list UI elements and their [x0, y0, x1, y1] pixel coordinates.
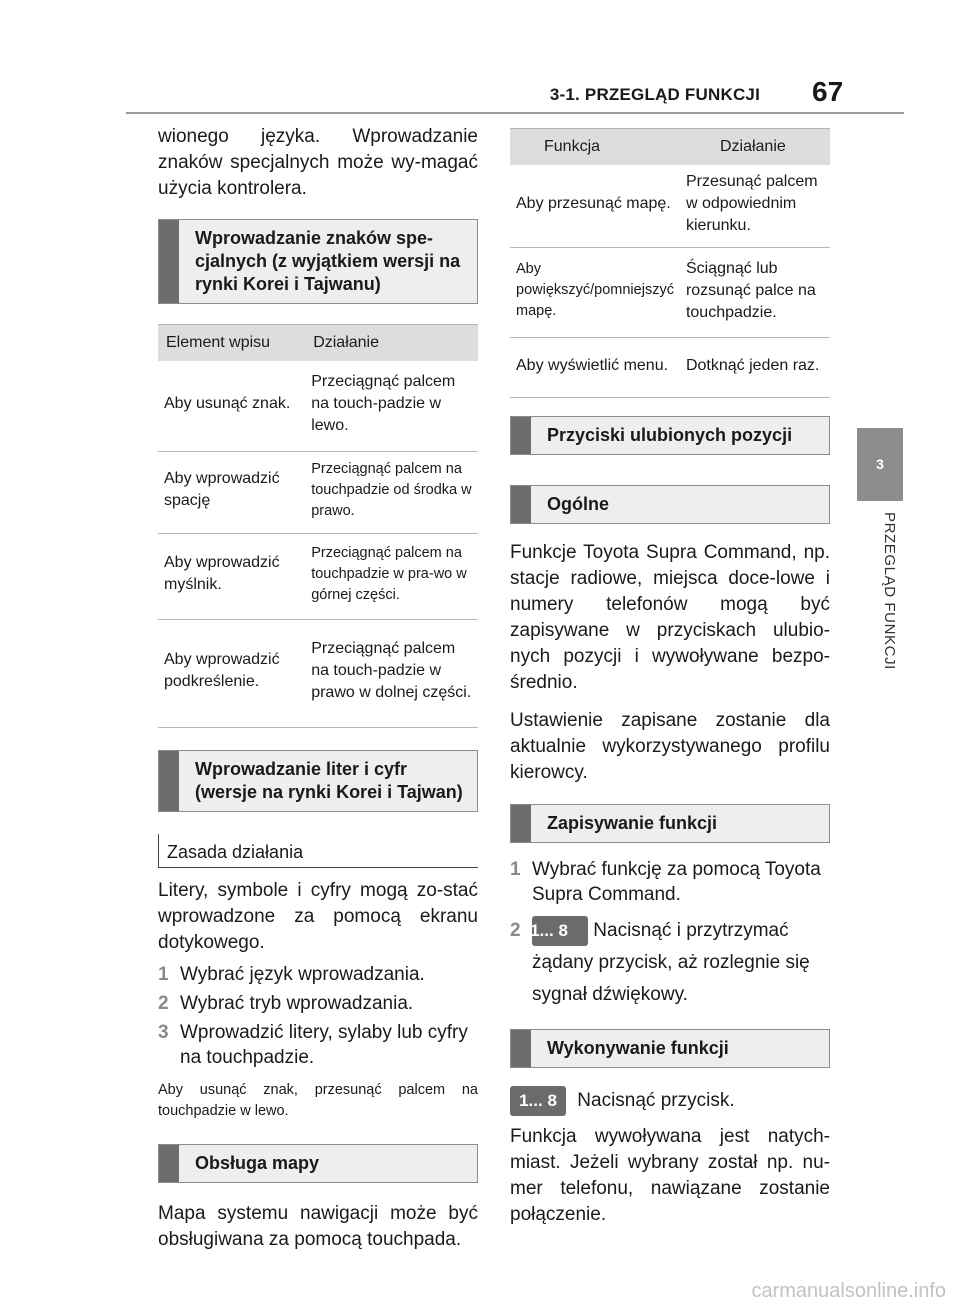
table-row — [510, 338, 830, 398]
table-row — [510, 248, 830, 338]
step-number: 1 — [510, 859, 521, 880]
letters-text: Litery, symbole i cyfry mogą zo-stać wprowadzone za pomocą ekranu dotykowego. — [158, 879, 478, 953]
heading-execute-function: Wykonywanie funkcji — [510, 1029, 830, 1068]
list-item — [158, 991, 478, 1016]
input-actions-table — [158, 324, 478, 728]
table-row — [158, 533, 478, 619]
list-item — [510, 857, 830, 907]
step-text: Nacisnąć i przytrzymać żądany przycisk, aż rozlegnie się sygnał dźwiękowy. — [532, 920, 810, 1005]
heading-favorite-buttons: Przyciski ulubionych pozycji — [510, 416, 830, 455]
steps-list — [158, 962, 478, 1070]
table-cell: Przeciągnąć palcem na touch-padzie w prawo w dolnej części. — [305, 619, 478, 727]
step-number: 2 — [510, 920, 521, 941]
heading-special-characters: Wprowadzanie znaków spe-cjalnych (z wyjątkiem wersji na rynki Korei i Tajwanu) — [158, 219, 478, 304]
table-header-row — [158, 325, 478, 362]
heading-letters-digits: Wprowadzanie liter i cyfr (wersje na rynki Korei i Tajwan) — [158, 750, 478, 812]
step-text: Nacisnąć przycisk. — [577, 1090, 735, 1112]
right-column — [510, 118, 830, 1228]
step-number: 1 — [158, 963, 169, 985]
table-cell: Przeciągnąć palcem na touch-padzie w lewo. — [305, 361, 478, 451]
note-text: Aby usunąć znak, przesunąć palcem na touchpadzie w lewo. — [158, 1081, 478, 1119]
step-text: Wybrać funkcję za pomocą Toyota Supra Command. — [532, 859, 821, 905]
watermark: carmanualsonline.info — [751, 1280, 946, 1302]
heading-general: Ogólne — [510, 485, 830, 524]
left-column — [158, 118, 478, 1253]
step-number: 3 — [158, 1021, 169, 1043]
table-cell: Aby wprowadzić myślnik. — [158, 533, 305, 619]
map-actions-table — [510, 128, 830, 398]
heading-map-operation: Obsługa mapy — [158, 1144, 478, 1183]
header-divider — [126, 112, 904, 114]
favorite-button-icon: 1... 8 — [532, 916, 588, 946]
heading-save-function: Zapisywanie funkcji — [510, 804, 830, 843]
step-text: Wybrać język wprowadzania. — [180, 963, 425, 985]
table-cell: Ściągnąć lub rozsunąć palce na touchpadzie. — [680, 248, 830, 338]
table-cell: Dotknąć jeden raz. — [680, 338, 830, 398]
step-text: Wybrać tryb wprowadzania. — [180, 992, 414, 1014]
table-row — [158, 451, 478, 533]
step-text: Wprowadzić litery, sylaby lub cyfry na touchpadzie. — [180, 1021, 468, 1068]
favorites-text: Funkcje Toyota Supra Command, np. stacje radiowe, miejsca doce-lowe i numery telefonów mogą być zapisywane w przyciskach ulubio-nych pozycji i wywoływane bezpo-średnio. — [510, 542, 830, 693]
execute-text: Funkcja wywoływana jest natych-miast. Jeżeli wybrany został np. nu-mer telefonu, nawiązane zostanie połączenie. — [510, 1126, 830, 1226]
favorite-button-icon: 1... 8 — [510, 1086, 566, 1116]
table-cell: Aby usunąć znak. — [158, 361, 305, 451]
table-cell: Aby powiększyć/pomniejszyć mapę. — [510, 248, 680, 338]
section-title: 3-1. PRZEGLĄD FUNKCJI — [549, 85, 760, 104]
table-cell: Aby wprowadzić podkreślenie. — [158, 619, 305, 727]
table-header-cell: Działanie — [305, 325, 478, 362]
table-row — [158, 361, 478, 451]
page-number: 67 — [812, 76, 844, 107]
step-number: 2 — [158, 992, 169, 1014]
intro-text: wionego języka. Wprowadzanie znaków specjalnych może wy-magać użycia kontrolera. — [158, 126, 478, 199]
table-cell: Aby przesunąć mapę. — [510, 165, 680, 248]
save-steps-list — [510, 857, 830, 1011]
chapter-tab-number: 3 — [857, 428, 903, 501]
table-cell: Aby wyświetlić menu. — [510, 338, 680, 398]
subheading-operating-principle: Zasada działania — [158, 834, 478, 868]
map-text: Mapa systemu nawigacji może być obsługiwana za pomocą touchpada. — [158, 1202, 478, 1250]
list-item — [510, 915, 830, 1011]
table-cell: Przesunąć palcem w odpowiednim kierunku. — [680, 165, 830, 248]
list-item — [158, 1020, 478, 1070]
table-cell: Aby wprowadzić spację — [158, 451, 305, 533]
table-header-row — [510, 129, 830, 166]
table-cell: Przeciągnąć palcem na touchpadzie od środka w prawo. — [305, 451, 478, 533]
table-header-cell: Działanie — [680, 129, 830, 166]
chapter-tab-label: PRZEGLĄD FUNKCJI — [881, 512, 898, 670]
table-header-cell: Funkcja — [510, 129, 680, 166]
table-cell: Przeciągnąć palcem na touchpadzie w pra-wo w górnej części. — [305, 533, 478, 619]
execute-step — [510, 1086, 830, 1116]
profile-text: Ustawienie zapisane zostanie dla aktualnie wykorzystywanego profilu kierowcy. — [510, 710, 830, 783]
table-header-cell: Element wpisu — [158, 325, 305, 362]
list-item — [158, 962, 478, 987]
table-row — [510, 165, 830, 248]
table-row — [158, 619, 478, 727]
